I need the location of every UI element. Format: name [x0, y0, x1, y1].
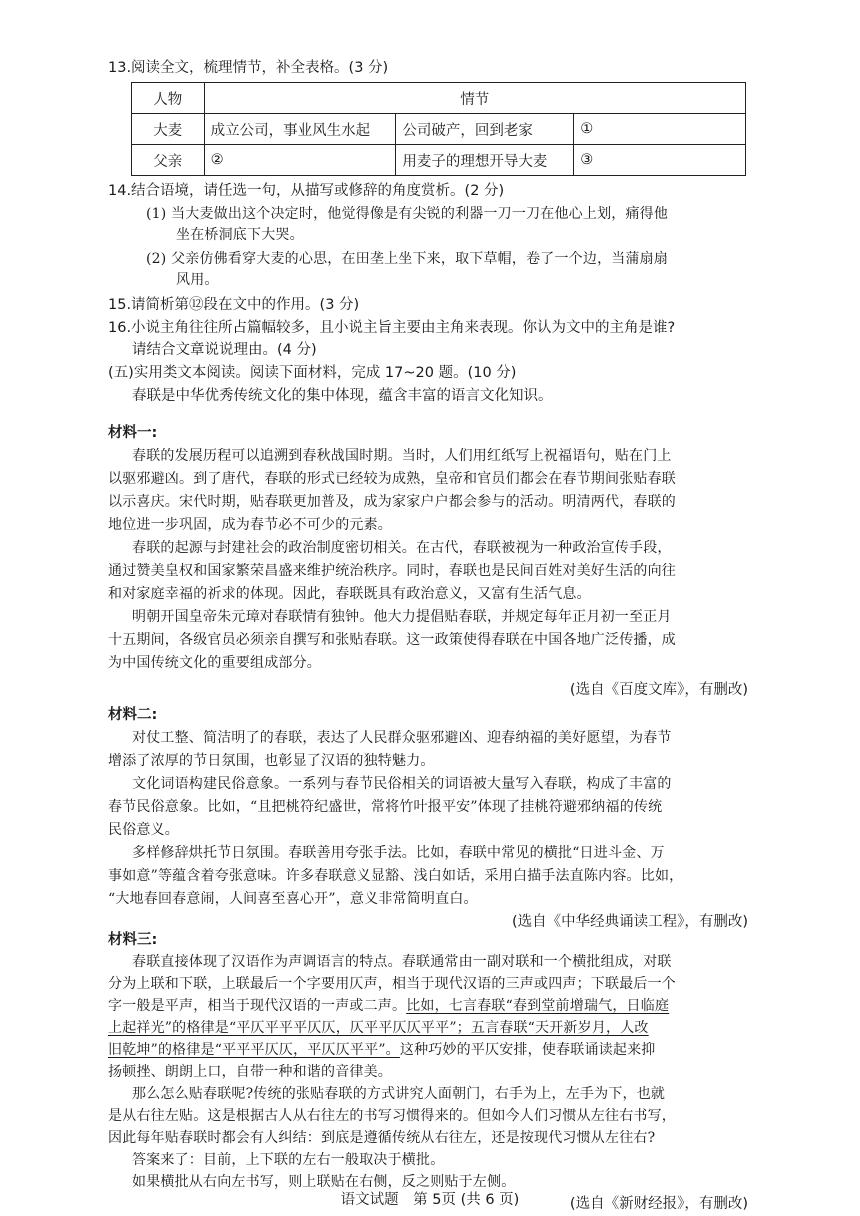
paragraph-line: 春节民俗意象。比如，“且把桃符纪盛世，常将竹叶报平安”体现了挂桃符避邪纳福的传统 [108, 799, 663, 815]
table-cell-blank: ③ [574, 145, 746, 176]
page-footer: 语文试题 第 5页 (共 6 页) [340, 1192, 520, 1208]
paragraph-line: 地位进一步巩固，成为春节必不可少的元素。 [108, 517, 392, 533]
paragraph-line: 因此每年贴春联时都会有人纠结：到底是遵循传统从右往左，还是按现代习惯从左往右? [108, 1130, 656, 1146]
material-1-source: (选自《百度文库》，有删改) [569, 682, 748, 698]
plot-table [131, 82, 746, 176]
text-span: 这种巧妙的平仄安排，使春联诵读起来抑 [399, 1042, 656, 1058]
question-14-item-2-cont: 风用。 [176, 272, 219, 288]
question-15: 15.请简析第⑫段在文中的作用。(3 分) [108, 297, 360, 313]
table-cell-blank: ① [574, 114, 746, 145]
material-3-source: (选自《新财经报》，有删改) [569, 1196, 748, 1212]
paragraph-line: 春联的发展历程可以追溯到春秋战国时期。当时，人们用红纸写上祝福语句，贴在门上 [132, 448, 672, 464]
question-14-item-1-cont: 坐在桥洞底下大哭。 [176, 227, 304, 243]
paragraph-line: 是从右往左贴。这是根据古人从右往左的书写习惯得来的。但如今人们习惯从左往右书写， [108, 1108, 676, 1124]
question-14-title: 14.结合语境，请任选一句，从描写或修辞的角度赏析。(2 分) [108, 183, 505, 199]
section-5-intro: 春联是中华优秀传统文化的集中体现，蕴含丰富的语言文化知识。 [132, 388, 553, 404]
paragraph-line: 通过赞美皇权和国家繁荣昌盛来维护统治秩序。同时，春联也是民间百姓对美好生活的向往 [108, 563, 676, 579]
table-row [132, 145, 746, 176]
paragraph-line: 事如意”等蕴含着夸张意味。许多春联意义显豁、浅白如话，采用白描手法直陈内容。比如， [108, 868, 684, 884]
question-13-title: 13.阅读全文，梳理情节，补全表格。(3 分) [108, 60, 389, 76]
paragraph-line: 扬顿挫、朗朗上口，自带一种和谐的音律美。 [108, 1064, 392, 1080]
paragraph-line: 增添了浓厚的节日氛围，也彰显了汉语的独特魅力。 [108, 753, 435, 769]
paragraph-line: 十五期间，各级官员必须亲自撰写和张贴春联。这一政策使得春联在中国各地广泛传播，成 [108, 632, 676, 648]
underlined-line: 上起祥光”的格律是“平仄平平平仄仄，仄平平仄仄平平”；五言春联“天开新岁月，人改 [108, 1020, 649, 1036]
question-16-cont: 请结合文章说说理由。(4 分) [132, 342, 317, 358]
paragraph-line: 以驱邪避凶。到了唐代，春联的形式已经较为成熟，皇帝和官员们都会在春节期间张贴春联 [108, 471, 676, 487]
paragraph-line: 那么怎么贴春联呢?传统的张贴春联的方式讲究人面朝门，右手为上，左手为下，也就 [132, 1086, 666, 1102]
table-cell: 用麦子的理想开导大麦 [396, 145, 574, 176]
question-16: 16.小说主角往往所占篇幅较多，且小说主旨主要由主角来表现。你认为文中的主角是谁? [108, 320, 676, 336]
paragraph-line: 春联直接体现了汉语作为声调语言的特点。春联通常由一副对联和一个横批组成，对联 [132, 954, 672, 970]
question-14-item-1: (1) 当大麦做出这个决定时，他觉得像是有尖锐的利器一刀一刀在他心上划，痛得他 [146, 206, 669, 222]
paragraph-line: 如果横批从右向左书写，则上联贴在右侧，反之则贴于左侧。 [132, 1174, 516, 1190]
material-1-heading: 材料一: [108, 425, 158, 441]
material-2-heading: 材料二: [108, 707, 158, 723]
paragraph-line [108, 996, 669, 1016]
paragraph-line: 民俗意义。 [108, 822, 179, 838]
paragraph-line: 分为上联和下联，上联最后一个字要用仄声，相当于现代汉语的三声或四声；下联最后一个 [108, 976, 676, 992]
question-14-item-2: (2) 父亲仿佛看穿大麦的心思，在田垄上坐下来，取下草帽，卷了一个边，当蒲扇扇 [146, 251, 669, 267]
section-5-heading: (五)实用类文本阅读。阅读下面材料，完成 17~20 题。(10 分) [108, 365, 517, 381]
material-2-source: (选自《中华经典诵读工程》，有删改) [511, 914, 748, 930]
paragraph-line [108, 1040, 655, 1060]
paragraph-line: 答案来了：目前，上下联的左右一般取决于横批。 [132, 1152, 445, 1168]
paragraph-line: 春联的起源与封建社会的政治制度密切相关。在古代，春联被视为一种政治宣传手段， [132, 540, 672, 556]
material-3-heading: 材料三: [108, 932, 158, 948]
paragraph-line: 文化词语构建民俗意象。一系列与春节民俗相关的词语被大量写入春联，构成了丰富的 [132, 776, 672, 792]
table-header-person: 人物 [132, 83, 205, 114]
table-cell-person: 大麦 [132, 114, 205, 145]
paragraph-line: 多样修辞烘托节日氛围。春联善用夸张手法。比如，春联中常见的横批“日进斗金、万 [132, 845, 665, 861]
table-cell-person: 父亲 [132, 145, 205, 176]
underlined-text: 旧乾坤”的格律是“平平平仄仄，平仄仄平平”。 [108, 1042, 400, 1058]
underlined-text: 比如，七言春联“春到堂前增瑞气，日临庭 [406, 998, 670, 1014]
text-span: 字一般是平声，相当于现代汉语的一声或二声。 [108, 998, 407, 1014]
table-cell-blank: ② [204, 145, 396, 176]
paragraph-line: “大地春回春意闹，人间喜至喜心开”，意义非常简明直白。 [108, 891, 478, 907]
paragraph-line: 对仗工整、简洁明了的春联，表达了人民群众驱邪避凶、迎春纳福的美好愿望，为春节 [132, 730, 672, 746]
paragraph-line: 以示喜庆。宋代时期，贴春联更加普及，成为家家户户都会参与的活动。明清两代，春联的 [108, 494, 676, 510]
paragraph-line: 明朝开国皇帝朱元璋对春联情有独钟。他大力提倡贴春联，并规定每年正月初一至正月 [132, 609, 672, 625]
paragraph-line: 为中国传统文化的重要组成部分。 [108, 655, 321, 671]
table-cell: 公司破产，回到老家 [396, 114, 574, 145]
table-header-plot: 情节 [204, 83, 745, 114]
table-row [132, 114, 746, 145]
table-cell: 成立公司，事业风生水起 [204, 114, 396, 145]
paragraph-line: 和对家庭幸福的祈求的体现。因此，春联既具有政治意义，又富有生活气息。 [108, 586, 591, 602]
table-header-row [132, 83, 746, 114]
